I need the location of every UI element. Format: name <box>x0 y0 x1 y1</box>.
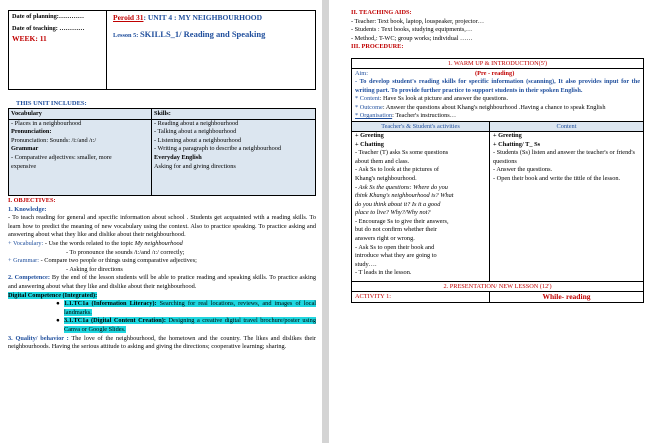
unit-col-skills <box>152 109 315 195</box>
grammar-objective <box>8 257 316 266</box>
vocab-text: - Use the words related to the topic <box>43 239 135 247</box>
aim-stage: (Pre - reading) <box>475 69 515 77</box>
bullet-icon: ● <box>56 300 60 308</box>
skills-head: Skills: <box>152 110 315 120</box>
lesson-header-table <box>8 10 316 90</box>
quality-text: The love of the neighbourhood, the hometown and the country. The likes and dislikes their neighbourhoods. Having the serious attitude to asking and giving the directions; cooperative learning; sharing. <box>8 334 317 351</box>
student-content <box>490 132 643 281</box>
content-line: + Chatting/ T_ Ss <box>493 140 541 148</box>
document-page-left <box>0 0 322 443</box>
grammar-item: - Comparative adjectives: smaller, more <box>11 153 112 161</box>
grammar-head: Grammar <box>11 145 39 153</box>
vocab-item: - Places in a neighbourhood <box>11 119 82 127</box>
unit-includes-table <box>8 108 316 196</box>
activity-line: but do not confirm whether their <box>355 226 438 234</box>
presentation-head: 2. PRESENTATION/ NEW LESSON (12') <box>352 281 643 292</box>
knowledge-text: - To teach reading for general and specific information about school . Students get acquainted with a reading skills. To learn how to predict the meaning of new vocabulary using the context. Also to practice speaking. To practice asking and answering about what they like and dislike about their neighbourhood. <box>8 214 316 239</box>
activity-line: - Encourage Ss to give their answers, <box>355 217 449 225</box>
activity-line: + Greeting <box>355 131 384 139</box>
digital-item-1 <box>8 300 316 317</box>
planning-date: Date of planning:………… <box>12 13 85 20</box>
aids-title: II. TEACHING AIDS: <box>351 9 412 16</box>
unit-title <box>113 14 309 23</box>
digital-item-2-code: 3.1.TC1a (Digital Content Creation): <box>64 317 166 325</box>
vocab-topic: My neighbourhood <box>134 239 183 247</box>
directions-objective: - Asking for directions <box>66 265 123 273</box>
lesson-number: Lesson 5: <box>113 31 140 39</box>
skill-item: - Listening about a neighbourhood <box>154 136 242 144</box>
week-label: WEEK: 11 <box>12 35 47 44</box>
grammar-prefix: + Grammar: <box>8 257 40 265</box>
activity-label: ACTIVITY 1: <box>352 292 490 302</box>
procedure-title: III. PROCEDURE: <box>351 43 404 51</box>
lesson-title <box>113 30 309 41</box>
activity-line: answers right or wrong. <box>355 235 415 243</box>
document-page-right <box>329 0 650 443</box>
unit-col-language <box>9 109 152 195</box>
content-line: questions <box>493 157 517 165</box>
aim-label: Aim: <box>355 69 368 77</box>
digital-item-2 <box>8 317 316 334</box>
digital-item-2-desc: Designing a creative digital travel brochure/poster using Canva or Google Slides. <box>64 317 316 333</box>
aim-section <box>352 69 643 122</box>
col-head-activities: Teacher's & Student's activities <box>352 122 490 131</box>
lesson-name: SKILLS_1/ Reading and Speaking <box>139 29 266 39</box>
competence-paragraph <box>8 274 316 291</box>
org-text: : Teacher's instructions… <box>392 112 457 120</box>
aid-item: - Students : Text books, studying equipments,… <box>351 26 473 34</box>
org-label: * Organisation <box>355 112 393 120</box>
aim-top-row <box>355 69 640 78</box>
activity-line: study…. <box>355 260 377 268</box>
skill-item: - Reading about a neighbourhood <box>154 119 239 127</box>
teaching-date: Date of teaching: ………… <box>12 24 85 32</box>
activity-title: While- reading <box>542 292 591 302</box>
everyday-item: Asking for and giving directions <box>154 162 236 170</box>
dates-cell <box>9 11 107 89</box>
aid-item: - Teacher: Text book, laptop, louspeaker, projector… <box>351 17 485 25</box>
quality-head: 3. Quality/ behavior : <box>8 334 69 342</box>
unit-name: : UNIT 4 : MY NEIGHBOURHOOD <box>143 14 263 22</box>
aim-text: - To develop student's reading skills for specific information (scanning), It also provides input for the writing part. To provide further practice to support students in their spoken English. <box>355 77 640 94</box>
activity-line: introduce what they are going to <box>355 252 437 260</box>
vocab-objective <box>8 240 316 249</box>
competence-text: By the end of the lesson students will be able to pratice reading and speaking skills. To practice asking and answering about what they like and dislike about their neighbourhood. <box>8 274 316 290</box>
digital-item-1-text <box>64 300 316 317</box>
teacher-activities <box>352 132 490 281</box>
content-label: * Content <box>355 95 380 103</box>
skill-item: - Talking about a neighbourhood <box>154 128 237 136</box>
pron-head: Pronunciation: <box>11 128 52 136</box>
objectives-title: I. OBJECTIVES: <box>8 197 56 204</box>
content-line: - Open their book and write the tittle of the lesson. <box>493 174 621 182</box>
vocab-head: Vocabulary <box>9 110 151 120</box>
outcome-text: : Answer the questions about Khang's neighbourhood .Having a chance to speak English <box>382 103 606 111</box>
lesson-title-cell <box>107 11 315 89</box>
content-line: + Greeting <box>493 131 522 139</box>
digital-competence-head: Digital Competence (Integrated): <box>8 291 98 299</box>
vocab-prefix: + Vocabulary: <box>8 239 44 247</box>
digital-item-1-desc: Searching for real locations, reviews, and images of local landmarks. <box>64 300 317 316</box>
grammar-item-cont: expensive <box>11 162 37 170</box>
aid-item: - Method,: T-WC; group works; individual …… <box>351 34 473 42</box>
content-line: - Answer the questions. <box>493 166 553 174</box>
activity-line: - Ask Ss the questions: Where do you <box>355 183 448 191</box>
activity-line: about them and class. <box>355 157 410 165</box>
activity-column-headers <box>352 122 643 132</box>
col-head-content: Content <box>556 122 577 130</box>
content-line: - Students (Ss) listen and answer the teacher's or friend's <box>493 149 635 157</box>
activity-line: do you think about it? Is it a good <box>355 200 441 208</box>
organisation-row <box>355 112 640 121</box>
content-row <box>355 95 640 104</box>
activity-line: - Ask Ss to look at the pictures of <box>355 166 439 174</box>
activity-line: - Ask Ss to open their book and <box>355 243 435 251</box>
everyday-head: Everyday English <box>154 153 202 161</box>
skill-item: - Writing a paragraph to describe a neighbourhood <box>154 145 282 153</box>
digital-competence-head-row <box>8 292 316 301</box>
outcome-label: * Outcome <box>355 103 383 111</box>
pron-item: Pronunciation: Sounds: /i:/and /ɪ:/ <box>11 136 97 144</box>
digital-item-2-text <box>64 317 316 334</box>
activity-line: + Chatting <box>355 140 384 148</box>
activity-line: - T leads in the lesson. <box>355 269 412 277</box>
activity-line: Khang's neighbourhood. <box>355 174 417 182</box>
competence-head: 2. Competence: <box>8 274 50 282</box>
unit-includes-title: THIS UNIT INCLUDES: <box>16 100 87 107</box>
activity-line: think Khang's neighbourhood is? What <box>355 192 454 200</box>
knowledge-head: 1. Knowledge: <box>8 205 47 213</box>
activity-line: place to live? Why?/Why not? <box>355 209 431 217</box>
content-text: : Have Ss look at picture and answer the questions. <box>379 95 509 103</box>
warmup-body <box>352 132 643 281</box>
procedure-table <box>351 58 644 303</box>
activity-row <box>352 292 643 302</box>
outcome-row <box>355 104 640 113</box>
pron-objective: - To pronounce the sounds /i:/and /ɪ:/ correctly; <box>66 248 185 256</box>
period-label: Peroid 31 <box>113 14 144 22</box>
activity-line: - Teacher (T) asks Ss some questions <box>355 149 449 157</box>
bullet-icon: ● <box>56 317 60 325</box>
quality-paragraph <box>8 335 316 352</box>
digital-item-1-code: 1.1.TC1a (Information Literacy): <box>64 300 157 308</box>
warmup-head: 1. WARM UP & INTRODUCTION(5') <box>352 59 643 69</box>
grammar-text: - Compare two people or things using comparative adjectives; <box>39 257 197 265</box>
